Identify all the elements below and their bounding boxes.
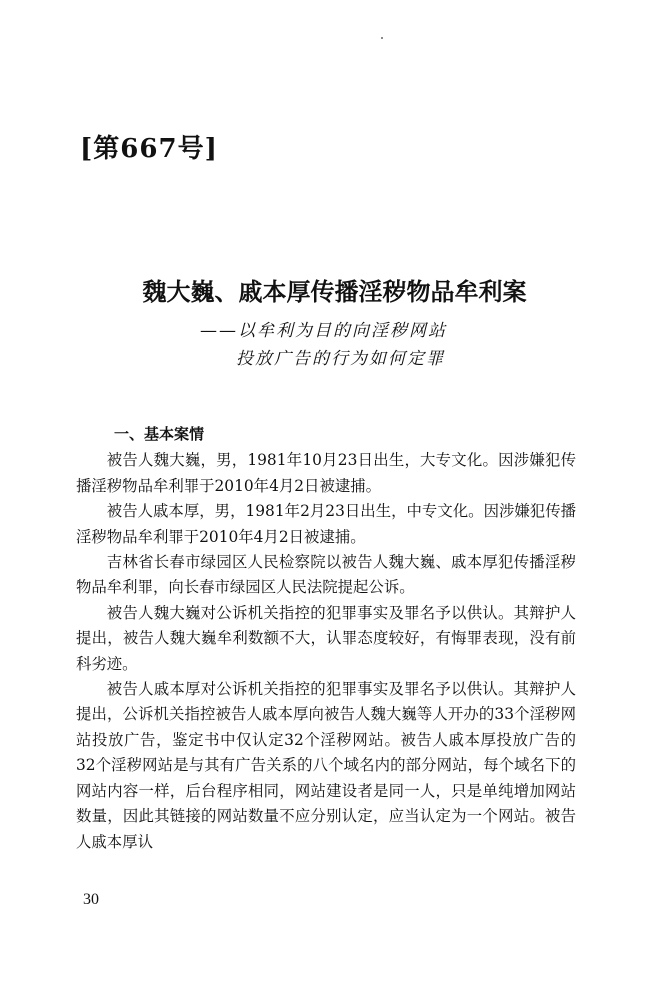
paragraph-qi-defense: 被告人戚本厚对公诉机关指控的犯罪事实及罪名予以供认。其辩护人提出，公诉机关指控被告人戚本厚向被告人魏大巍等人开办的33个淫秽网站投放广告，鉴定书中仅认定32个淫秽网站。被告人戚本厚投放广告的32个淫秽网站是与其有广告关系的八个域名内的部分网站，每个域名下的网站内容一样，后台程序相同，网站建设者是同一人，只是单纯增加网站数量，因此其链接的网站数量不应分别认定，应当认定为一个网站。被告人戚本厚认 <box>76 680 576 851</box>
case-title: 魏大巍、戚本厚传播淫秽物品牟利案 <box>142 277 527 306</box>
case-subtitle-line-1: ——以牟利为目的向淫秽网站 <box>200 321 447 341</box>
paragraph-defendant-qi: 被告人戚本厚，男，1981年2月23日出生，中专文化。因涉嫌犯传播淫秽物品牟利罪于2010年4月2日被逮捕。 <box>76 502 576 546</box>
paragraph-prosecution: 吉林省长春市绿园区人民检察院以被告人魏大巍、戚本厚犯传播淫秽物品牟利罪，向长春市绿园区人民法院提起公诉。 <box>76 553 576 597</box>
case-body <box>76 422 576 855</box>
section-heading: 一、基本案情 <box>114 425 205 443</box>
scan-speck <box>381 37 383 39</box>
case-subtitle-line-2: 投放广告的行为如何定罪 <box>236 349 445 369</box>
paragraph-wei-defense: 被告人魏大巍对公诉机关指控的犯罪事实及罪名予以供认。其辩护人提出，被告人魏大巍牟利数额不大，认罪态度较好，有悔罪表现，没有前科劣迹。 <box>76 603 576 673</box>
case-number: [第667号] <box>80 134 218 164</box>
paragraph-defendant-wei: 被告人魏大巍，男，1981年10月23日出生，大专文化。因涉嫌犯传播淫秽物品牟利罪于2010年4月2日被逮捕。 <box>76 451 576 495</box>
page-number: 30 <box>83 891 99 908</box>
